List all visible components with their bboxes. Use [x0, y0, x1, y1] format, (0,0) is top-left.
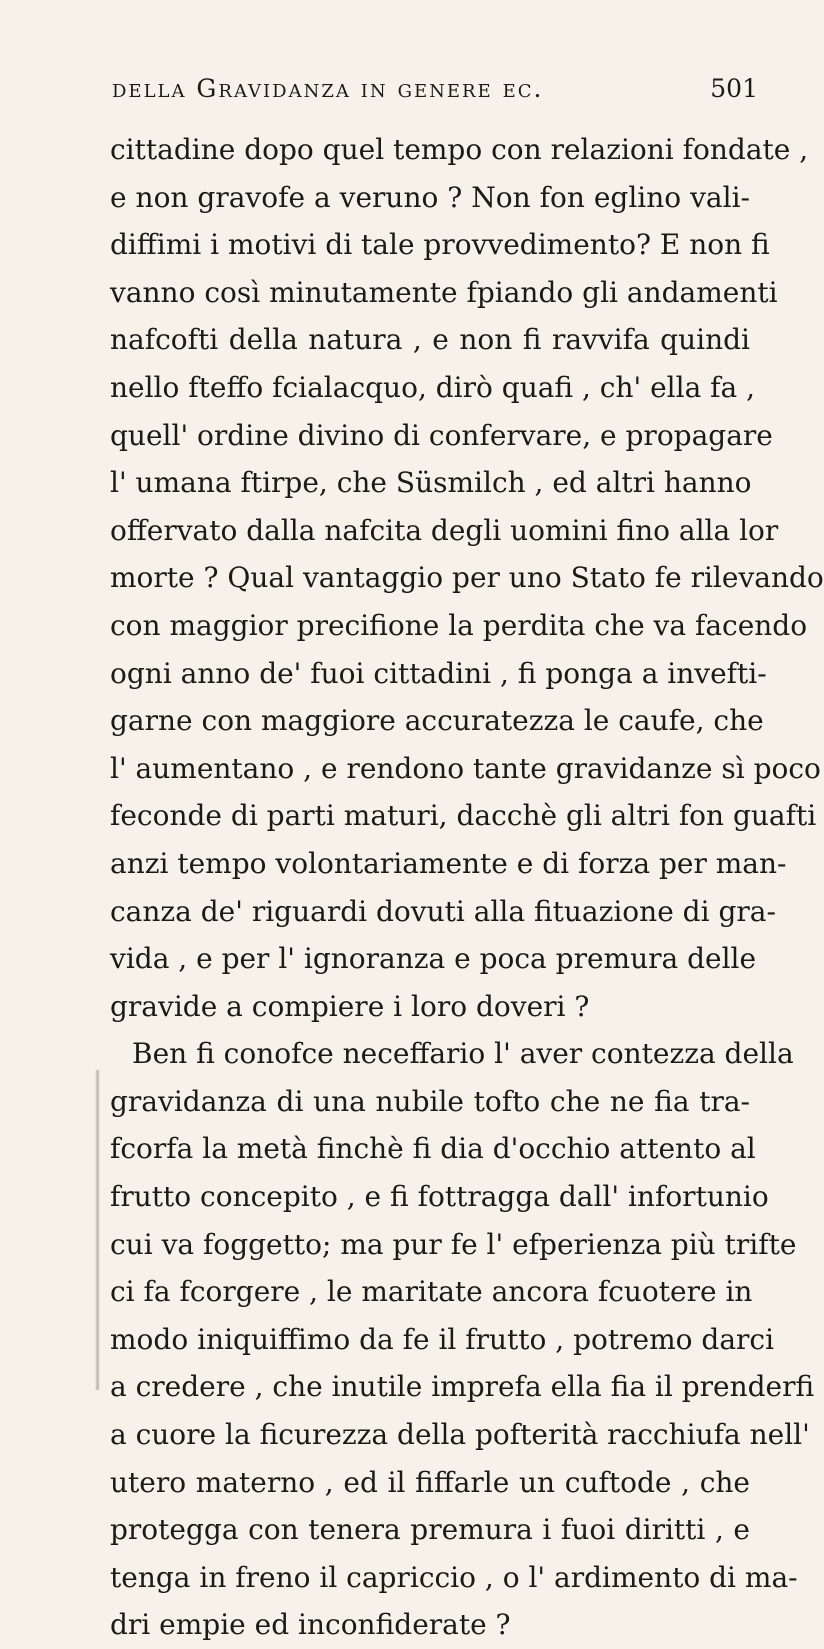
text-line: l' aumentano , e rendono tante gravidanze sì poco — [110, 751, 821, 785]
text-line: ci fa fcorgere , le maritate ancora fcuotere in — [110, 1275, 753, 1309]
text-line: tenga in freno il capriccio , o l' ardimento di ma- — [110, 1560, 798, 1594]
body-text — [110, 126, 824, 1649]
text-line: nello fteffo fcialacquo, dirò quafi , ch' ella fa , — [110, 370, 756, 404]
text-line: offervato dalla nafcita degli uomini fino alla lor — [110, 513, 779, 547]
text-line: cittadine dopo quel tempo con relazioni fondate , — [110, 133, 809, 166]
running-title: della Gravidanza in genere ec. — [112, 74, 544, 103]
text-line: cui va foggetto; ma pur fe l' efperienza più trifte — [110, 1227, 797, 1261]
page-number: 501 — [710, 74, 758, 103]
paragraph-last-line: gravide a compiere i loro doveri ? — [110, 989, 590, 1023]
text-line: con maggior precifione la perdita che va facendo — [110, 608, 808, 642]
paragraph-first-line: Ben fi conofce neceffario l' aver contezza della — [132, 1037, 794, 1071]
text-line: garne con maggiore accuratezza le caufe, che — [110, 704, 764, 738]
text-line: quell' ordine divino di confervare, e propagare — [110, 418, 773, 452]
text-line: feconde di parti maturi, dacchè gli altri fon guafti — [110, 799, 817, 833]
text-line: utero materno , ed il fiffarle un cuftode , che — [110, 1465, 750, 1499]
text-line: canza de' riguardi dovuti alla fituazione di gra- — [110, 894, 776, 928]
paragraph-last-line: dri empie ed inconfiderate ? — [110, 1608, 511, 1642]
text-line: vida , e per l' ignoranza e poca premura delle — [110, 942, 757, 976]
page-gutter-shadow — [95, 1070, 100, 1390]
text-line: anzi tempo volontariamente e di forza per man- — [110, 846, 787, 880]
text-line: morte ? Qual vantaggio per uno Stato fe rilevando — [110, 561, 824, 595]
text-line: diffimi i motivi di tale provvedimento? E non fi — [110, 228, 770, 262]
text-line: a cuore la ficurezza della pofterità racchiufa nell' — [110, 1418, 810, 1452]
text-line: l' umana ftirpe, che Süsmilch , ed altri hanno — [110, 466, 752, 500]
text-line: a credere , che inutile imprefa ella fia il prenderfi — [110, 1370, 815, 1404]
text-line: ogni anno de' fuoi cittadini , fi ponga a invefti- — [110, 656, 767, 690]
text-line: vanno così minutamente fpiando gli andamenti — [110, 275, 778, 309]
text-line: nafcofti della natura , e non fi ravvifa quindi — [110, 323, 750, 357]
text-line: protegga con tenera premura i fuoi diritti , e — [110, 1513, 750, 1547]
text-line: e non gravofe a veruno ? Non fon eglino vali- — [110, 180, 750, 214]
text-line: gravidanza di una nubile tofto che ne fia tra- — [110, 1084, 750, 1118]
running-head — [112, 74, 758, 114]
text-line: modo iniquiffimo da fe il frutto , potremo darci — [110, 1322, 775, 1356]
text-line: frutto concepito , e fi fottragga dall' infortunio — [110, 1180, 769, 1214]
text-line: fcorfa la metà finchè fi dia d'occhio attento al — [110, 1132, 756, 1166]
